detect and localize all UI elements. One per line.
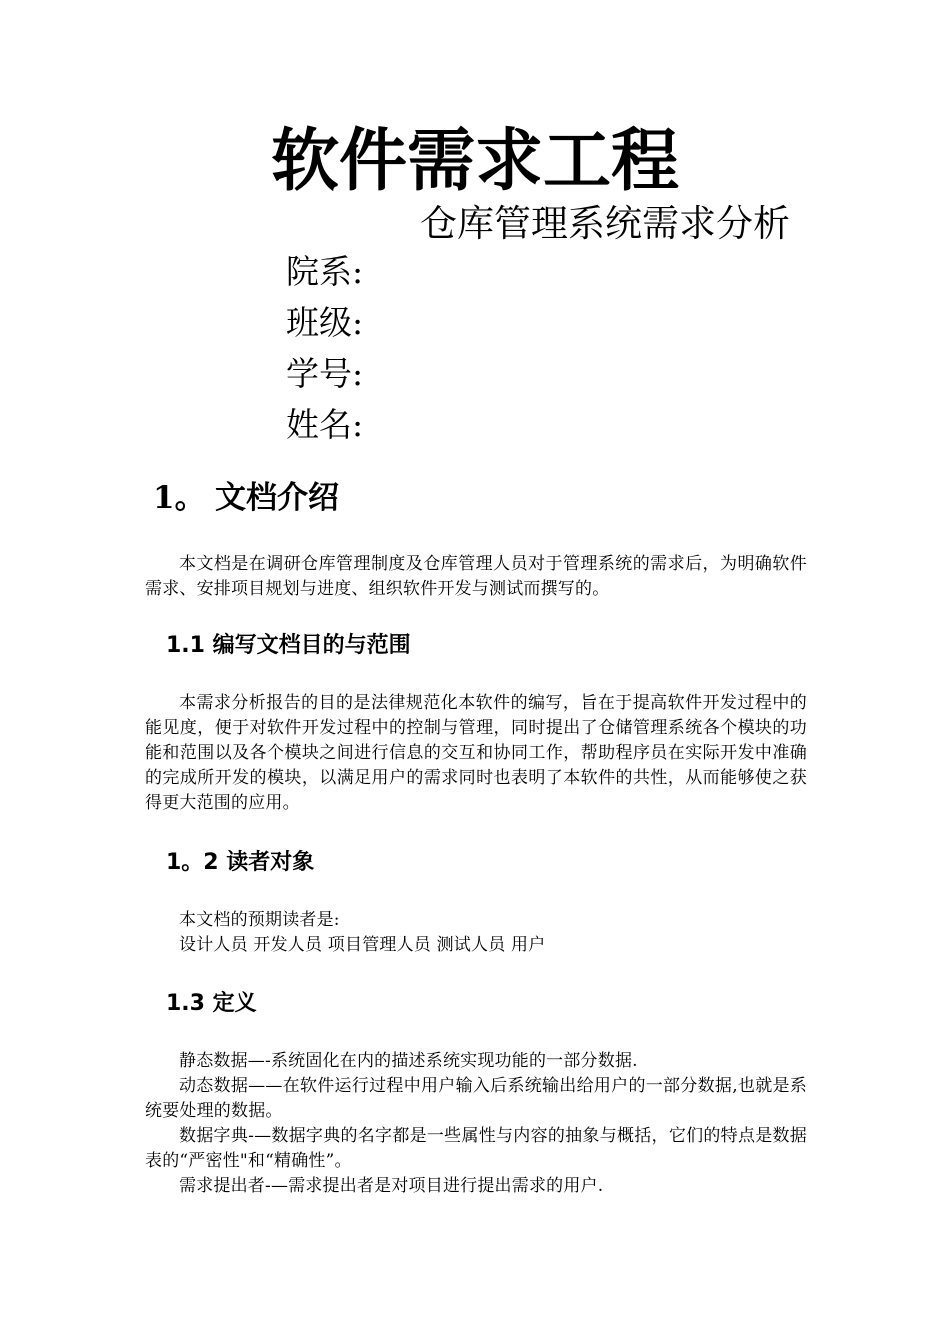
section-1-1-paragraph: 本需求分析报告的目的是法律规范化本软件的编写，旨在于提高软件开发过程中的能见度，便于对软件开发过程中的控制与管理，同时提出了仓储管理系统各个模块的功能和范围以及各个模块之间进行信息的交互和协同工作，帮助程序员在实际开发中准确的完成所开发的模块，以满足用户的需求同时也表明了本软件的共性，从而能够使之获得更大范围的应用。 [145,693,807,813]
section-1-title: 文档介绍 [215,480,339,516]
class-field-label: 班级: [286,303,364,342]
definition-data-dictionary: 数据字典-—数据字典的名字都是一些属性与内容的抽象与概括，它们的特点是数据表的“严密性"和“精确性”。 [145,1126,807,1171]
section-1-2-readers-intro: 本文档的预期读者是: [179,910,340,930]
section-1-number: 1。 [153,480,206,516]
definition-dynamic-data: 动态数据——在软件运行过程中用户输入后系统输出给用户的一部分数据,也就是系统要处理的数据。 [145,1076,807,1121]
section-1-1-heading: 1.1 编写文档目的与范围 [166,633,411,658]
section-1-3-heading: 1.3 定义 [166,991,257,1016]
section-1-intro-paragraph: 本文档是在调研仓库管理制度及仓库管理人员对于管理系统的需求后，为明确软件需求、安排项目规划与进度、组织软件开发与测试而撰写的。 [145,554,807,599]
section-1-2-heading: 1。2 读者对象 [166,850,315,875]
definition-requirement-proposer: 需求提出者-—需求提出者是对项目进行提出需求的用户. [179,1176,604,1196]
definition-static-data: 静态数据—-系统固化在内的描述系统实现功能的一部分数据. [179,1051,638,1071]
student-id-field-label: 学号: [286,354,364,393]
section-1-heading [153,478,339,518]
document-title: 软件需求工程 [270,122,679,201]
department-field-label: 院系: [286,252,364,291]
name-field-label: 姓名: [286,405,364,444]
section-1-2-readers-list: 设计人员 开发人员 项目管理人员 测试人员 用户 [179,935,546,955]
document-subtitle: 仓库管理系统需求分析 [420,202,790,245]
